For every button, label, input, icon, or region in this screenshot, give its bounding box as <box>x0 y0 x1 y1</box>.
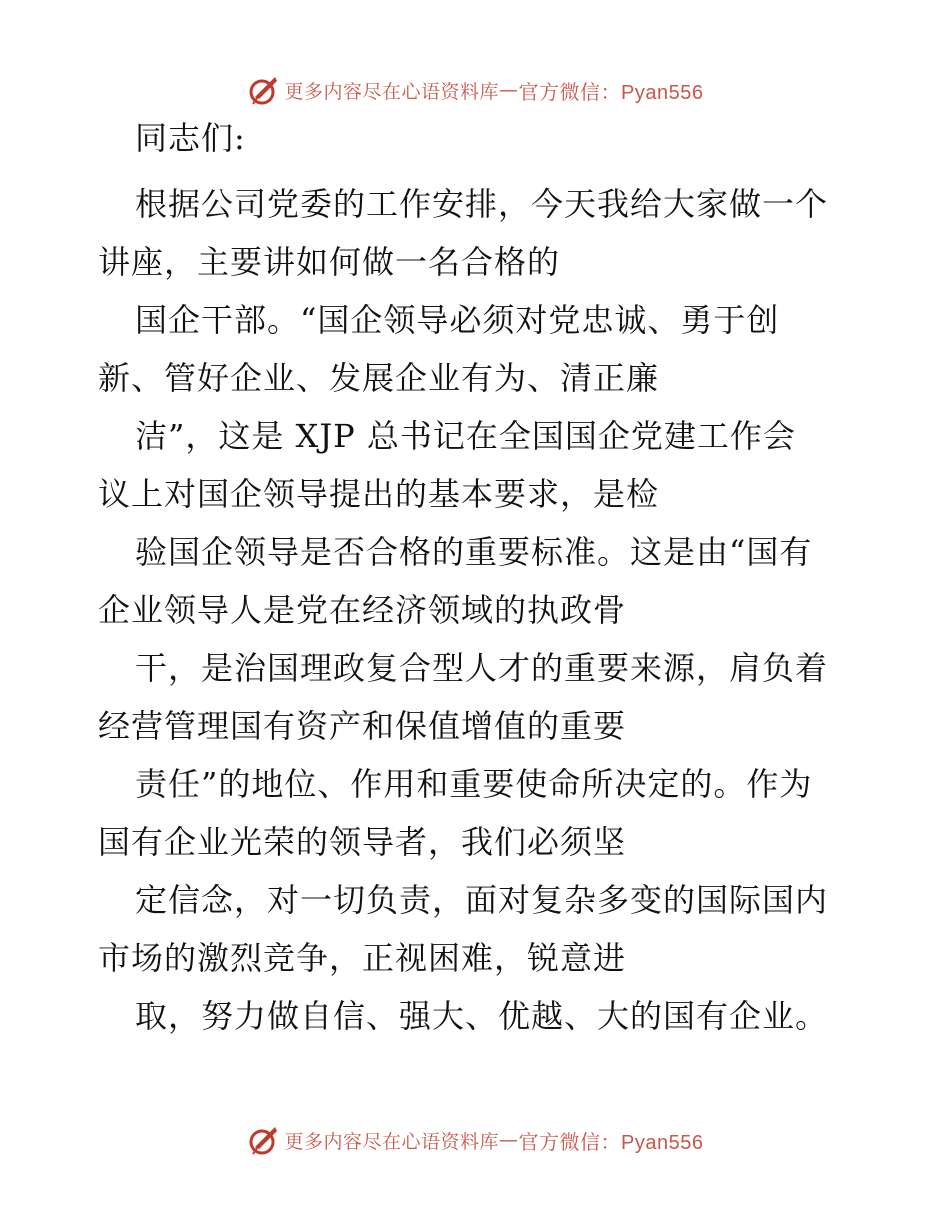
text-line: 企业领导人是党在经济领域的执政骨 <box>98 591 627 629</box>
footer-watermark <box>0 1120 950 1160</box>
text-line: 讲座，主要讲如何做一名合格的 <box>98 243 561 281</box>
text-line: 同志们: <box>135 119 246 157</box>
text-line: 国企干部。“国企领导必须对党忠诚、勇于创 <box>135 301 780 339</box>
text-line: 洁”，这是 XJP 总书记在全国国企党建工作会 <box>135 417 796 455</box>
text-line: 议上对国企领导提出的基本要求，是检 <box>98 475 660 513</box>
header-watermark <box>0 70 950 110</box>
text-line: 干，是治国理政复合型人才的重要来源，肩负着 <box>135 649 829 687</box>
text-line: 责任”的地位、作用和重要使命所决定的。作为 <box>135 765 813 803</box>
text-line: 验国企领导是否合格的重要标准。这是由“国有 <box>135 533 813 571</box>
watermark-separator: — <box>499 1129 519 1151</box>
text-line: 定信念，对一切负责，面对复杂多变的国际国内 <box>135 881 829 919</box>
watermark-title: 更多内容尽在心语资料库 <box>284 80 500 103</box>
text-line: 取，努力做自信、强大、优越、大的国有企业。 <box>135 997 829 1035</box>
watermark-suffix: 官方微信：Pyan556 <box>518 1131 704 1154</box>
text-line: 市场的激烈竞争，正视困难，锐意进 <box>98 939 627 977</box>
watermark-title: 更多内容尽在心语资料库 <box>284 1130 500 1153</box>
watermark-suffix: 官方微信：Pyan556 <box>518 81 704 104</box>
text-line: 国有企业光荣的领导者，我们必须坚 <box>98 823 627 861</box>
text-line: 根据公司党委的工作安排，今天我给大家做一个 <box>135 185 829 223</box>
feather-pen-logo-icon <box>247 1123 281 1157</box>
feather-pen-logo-icon <box>247 73 281 107</box>
watermark-separator: — <box>499 79 519 101</box>
text-line: 经营管理国有资产和保值增值的重要 <box>98 707 627 745</box>
text-line: 新、管好企业、发展企业有为、清正廉 <box>98 359 660 397</box>
